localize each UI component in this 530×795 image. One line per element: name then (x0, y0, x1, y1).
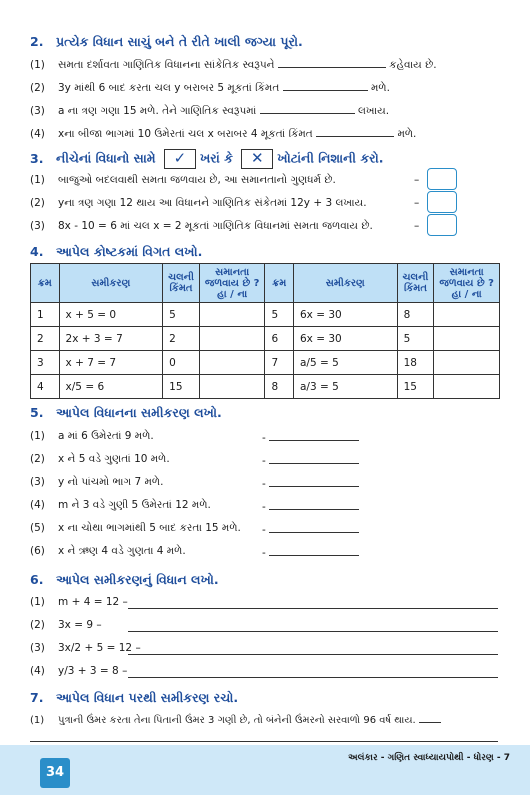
answer-cell[interactable] (199, 351, 265, 375)
q3-heading: 3. નીચેનાં વિધાનો સામે ✓ ખરાં કે ✕ ખોટાંની નિશાની કરો. (30, 149, 384, 167)
q5-item-3: (3) y નો પાંચમો ભાગ 7 મળે. (30, 476, 164, 488)
q2-item-1: (1) સમતા દર્શાવતા ગાણિતિક વિધાનના સાંકેતિક સ્વરૂપને કહેવાય છે. (30, 59, 437, 71)
q5-answer-1[interactable]: - (262, 430, 359, 444)
table-row: 4 x/5 = 6 15 8 a/3 = 5 15 (31, 375, 500, 399)
q7-answer-line[interactable] (30, 740, 498, 742)
q5-heading: 5. આપેલ વિધાનના સમીકરણ લખો. (30, 405, 222, 420)
answer-cell[interactable] (434, 351, 500, 375)
table-row: 2 2x + 3 = 7 2 6 6x = 30 5 (31, 327, 500, 351)
q3-item-2: (2) yના ત્રણ ગણા 12 થાય આ વિધાનને ગાણિતિક સંકેતમાં 12y + 3 લખાય. (30, 197, 367, 209)
q2-title: પ્રત્યેક વિધાન સાચું બને તે રીતે ખાલી જગ્યા પૂરો. (56, 34, 303, 49)
page-number: 34 (40, 758, 70, 788)
answer-cell[interactable] (434, 327, 500, 351)
q3-item-3: (3) 8x - 10 = 6 માં ચલ x = 2 મૂકતાં ગાણિતિક વિધાનમાં સમતા જળવાય છે. (30, 220, 373, 232)
q6-answer-line-3[interactable] (128, 653, 498, 655)
q2-item-2: (2) 3y માંથી 6 બાદ કરતા ચલ y બરાબર 5 મૂકતાં કિંમત મળે. (30, 82, 390, 94)
true-false-box[interactable] (427, 191, 457, 213)
blank-field[interactable] (283, 80, 368, 91)
tick-icon: ✓ (164, 149, 196, 169)
q6-answer-line-1[interactable] (128, 607, 498, 609)
answer-cell[interactable] (434, 375, 500, 399)
q5-answer-5[interactable]: - (262, 522, 359, 536)
q5-answer-6[interactable]: - (262, 545, 359, 559)
table-header-row: ક્રમ સમીકરણ ચલની કિંમત સમાનતા જળવાય છે ? હા / ના ક્રમ સમીકરણ ચલની કિંમત સમાનતા જળવાય છે ? હા / ના (31, 264, 500, 303)
q7-heading: 7. આપેલ વિધાન પરથી સમીકરણ રચો. (30, 690, 239, 705)
blank-field[interactable] (278, 57, 386, 68)
blank-field[interactable] (316, 126, 394, 137)
q2-number: 2. (30, 34, 44, 49)
footer-text: અલંકાર - ગણિત સ્વાધ્યાયપોથી - ધોરણ - 7 (348, 753, 510, 763)
q6-answer-line-4[interactable] (128, 676, 498, 678)
table-row: 1 x + 5 = 0 5 5 6x = 30 8 (31, 303, 500, 327)
q2-heading (30, 34, 303, 50)
q7-item-1: (1) પુત્રાની ઉંમર કરતા તેના પિતાની ઉંમર 3 ગણી છે, તો બંનેની ઉંમરનો સરવાળો 96 વર્ષ થાય. (30, 712, 441, 726)
true-false-box[interactable] (427, 214, 457, 236)
q5-item-4: (4) m ને 3 વડે ગુણી 5 ઉમેરતાં 12 મળે. (30, 499, 211, 511)
q6-heading: 6. આપેલ સમીકરણનું વિધાન લખો. (30, 572, 219, 587)
q5-item-5: (5) x ના ચોથા ભાગમાંથી 5 બાદ કરતા 15 મળે. (30, 522, 241, 534)
answer-cell[interactable] (199, 303, 265, 327)
q4-heading: 4. આપેલ કોષ્ટકમાં વિગત લખો. (30, 244, 203, 259)
answer-cell[interactable] (199, 327, 265, 351)
q5-answer-2[interactable]: - (262, 453, 359, 467)
q6-item-3: (3) 3x/2 + 5 = 12 – (30, 642, 141, 654)
answer-cell[interactable] (434, 303, 500, 327)
cross-icon: ✕ (241, 149, 273, 169)
q5-item-1: (1) a માં 6 ઉમેરતાં 9 મળે. (30, 430, 154, 442)
q2-item-3: (3) a ના ત્રણ ગણા 15 મળે. તેને ગાણિતિક સ્વરૂપમાં લખાય. (30, 105, 390, 117)
q6-item-1: (1) m + 4 = 12 – (30, 596, 128, 608)
q2-item-4: (4) xના બીજા ભાગમાં 10 ઉમેરતાં ચલ x બરાબર 4 મૂકતાં કિંમત મળે. (30, 128, 417, 140)
q6-answer-line-2[interactable] (128, 630, 498, 632)
q5-answer-4[interactable]: - (262, 499, 359, 513)
q6-item-2: (2) 3x = 9 – (30, 619, 102, 631)
q5-answer-3[interactable]: - (262, 476, 359, 490)
answer-cell[interactable] (199, 375, 265, 399)
q3-item-1: (1) બાજુઓ બદલવાથી સમતા જળવાય છે, આ સમાનતાનો ગુણધર્મ છે. (30, 174, 336, 186)
table-row: 3 x + 7 = 7 0 7 a/5 = 5 18 (31, 351, 500, 375)
blank-field[interactable] (260, 103, 355, 114)
true-false-box[interactable] (427, 168, 457, 190)
q4-table (30, 263, 500, 399)
q5-item-2: (2) x ને 5 વડે ગુણતાં 10 મળે. (30, 453, 170, 465)
q6-item-4: (4) y/3 + 3 = 8 – (30, 665, 128, 677)
q5-item-6: (6) x ને ઋણ 4 વડે ગુણતા 4 મળે. (30, 545, 186, 557)
